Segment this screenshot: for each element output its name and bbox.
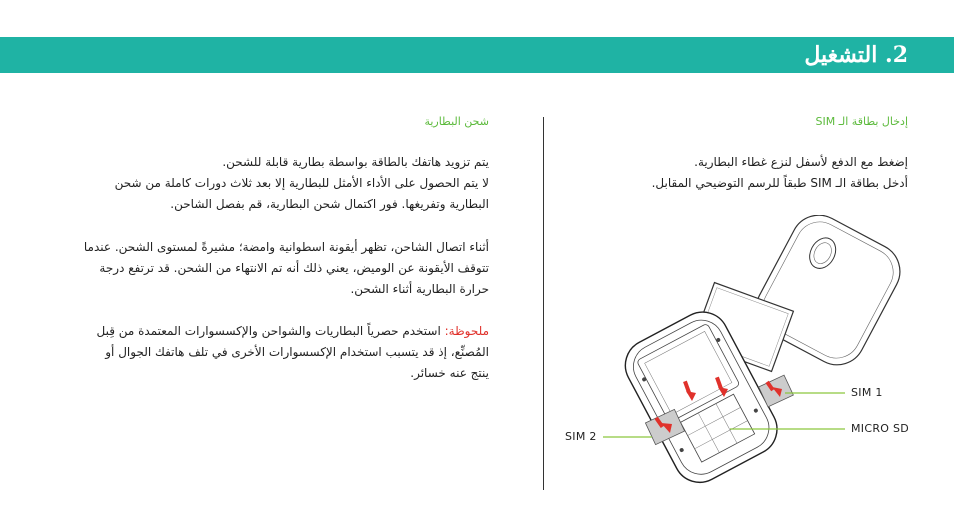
- text-line: أثناء اتصال الشاحن، تظهر أيقونة اسطوانية وامضة؛ مشيرةً لمستوى الشحن. عندما: [83, 240, 489, 254]
- text-line: البطارية وتفريغها. فور اكتمال شحن البطارية، قم بفصل الشاحن.: [170, 197, 489, 211]
- battery-charging-heading: شحن البطارية: [424, 115, 489, 128]
- battery-note: [69, 321, 489, 384]
- text-line: المُصنِّع، إذ قد يتسبب استخدام الإكسسوارات الأخرى في تلف هاتفك الجوال أو: [105, 345, 489, 359]
- note-text: استخدم حصرياً البطاريات والشواحن والإكسسوارات المعتمدة من قِبل: [96, 324, 445, 338]
- note-label: ملحوظة:: [444, 324, 489, 338]
- section-banner: [0, 37, 954, 73]
- text-line: إضغط مع الدفع لأسفل لنزع غطاء البطارية.: [694, 155, 908, 169]
- text-line: [69, 321, 489, 342]
- sim-insert-text: [608, 152, 908, 194]
- battery-paragraph-1: [69, 152, 489, 215]
- sim-insert-heading: إدخال بطاقة الـ SIM: [815, 115, 908, 128]
- text-line: لا يتم الحصول على الأداء الأمثل للبطارية إلا بعد ثلاث دورات كاملة من شحن: [114, 176, 489, 190]
- sim-insertion-illustration: [560, 215, 954, 485]
- battery-paragraph-2: [69, 237, 489, 300]
- sim1-label: SIM 1: [851, 386, 883, 399]
- text-line: ينتج عنه خسائر.: [410, 366, 489, 380]
- sim2-label: SIM 2: [565, 430, 597, 443]
- text-line: تتوقف الأيقونة عن الوميض، يعني ذلك أنه تم الانتهاء من الشحن. قد ترتفع درجة: [99, 261, 489, 275]
- text-line: أدخل بطاقة الـ SIM طبقاً للرسم التوضيحي المقابل.: [651, 176, 908, 190]
- text-line: يتم تزويد هاتفك بالطاقة بواسطة بطارية قابلة للشحن.: [222, 155, 489, 169]
- section-title: 2. التشغيل: [804, 42, 908, 68]
- column-divider: [543, 117, 544, 490]
- text-line: حرارة البطارية أثناء الشحن.: [350, 282, 489, 296]
- micro-sd-label: MICRO SD: [851, 422, 910, 435]
